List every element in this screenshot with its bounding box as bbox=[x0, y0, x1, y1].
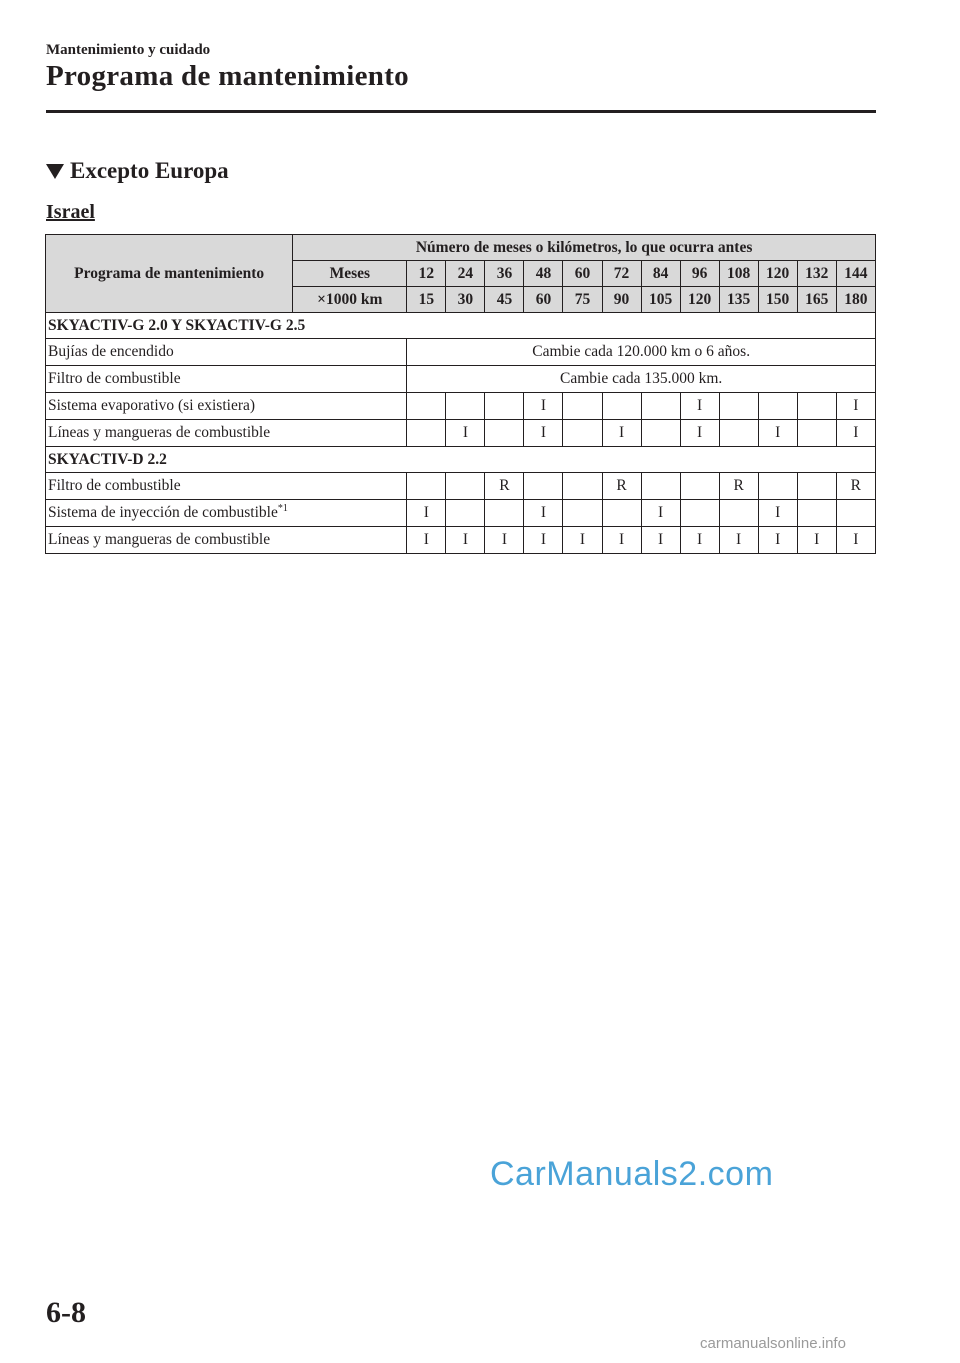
table-header-row bbox=[46, 235, 876, 261]
schedule-cell bbox=[446, 500, 485, 527]
km-cell: 60 bbox=[524, 287, 563, 313]
schedule-cell: I bbox=[641, 527, 680, 554]
km-cell: 150 bbox=[758, 287, 797, 313]
group-title: SKYACTIV-D 2.2 bbox=[46, 447, 876, 473]
group-row bbox=[46, 313, 876, 339]
schedule-cell: I bbox=[836, 527, 875, 554]
km-cell: 165 bbox=[797, 287, 836, 313]
subsection-title: Excepto Europa bbox=[70, 158, 229, 183]
schedule-cell bbox=[407, 420, 446, 447]
table-row bbox=[46, 473, 876, 500]
schedule-cell: R bbox=[836, 473, 875, 500]
schedule-cell: I bbox=[602, 527, 641, 554]
watermark-logo: CarManuals2.com bbox=[490, 1155, 774, 1193]
schedule-cell bbox=[719, 393, 758, 420]
km-cell: 90 bbox=[602, 287, 641, 313]
item-name bbox=[46, 366, 407, 393]
item-label: Bujías de encendido bbox=[48, 343, 174, 360]
schedule-cell bbox=[797, 393, 836, 420]
schedule-cell bbox=[446, 473, 485, 500]
section-label: Mantenimiento y cuidado bbox=[46, 42, 211, 58]
site-stamp: carmanualsonline.info bbox=[700, 1335, 846, 1352]
schedule-cell: I bbox=[446, 420, 485, 447]
schedule-cell bbox=[836, 500, 875, 527]
interval-caption: Número de meses o kilómetros, lo que ocurra antes bbox=[293, 235, 876, 261]
schedule-cell bbox=[602, 500, 641, 527]
schedule-cell bbox=[563, 500, 602, 527]
months-cell: 24 bbox=[446, 261, 485, 287]
schedule-cell: I bbox=[407, 500, 446, 527]
schedule-cell: I bbox=[485, 527, 524, 554]
km-cell: 180 bbox=[836, 287, 875, 313]
item-label: Líneas y mangueras de combustible bbox=[48, 424, 271, 441]
page-title: Programa de mantenimiento bbox=[46, 60, 409, 92]
km-label: ×1000 km bbox=[293, 287, 407, 313]
schedule-cell bbox=[485, 420, 524, 447]
months-cell: 12 bbox=[407, 261, 446, 287]
schedule-cell: I bbox=[602, 420, 641, 447]
schedule-cell bbox=[680, 500, 719, 527]
schedule-cell: I bbox=[797, 527, 836, 554]
schedule-cell: I bbox=[758, 500, 797, 527]
interval-note: Cambie cada 135.000 km. bbox=[407, 366, 876, 393]
schedule-cell bbox=[407, 473, 446, 500]
table-row bbox=[46, 527, 876, 554]
schedule-cell bbox=[641, 473, 680, 500]
group-title: SKYACTIV-G 2.0 Y SKYACTIV-G 2.5 bbox=[46, 313, 876, 339]
months-cell: 132 bbox=[797, 261, 836, 287]
item-name bbox=[46, 500, 407, 527]
km-cell: 75 bbox=[563, 287, 602, 313]
item-name bbox=[46, 473, 407, 500]
schedule-cell: I bbox=[446, 527, 485, 554]
schedule-cell bbox=[407, 393, 446, 420]
triangle-down-icon bbox=[46, 164, 64, 179]
item-label: Filtro de combustible bbox=[48, 370, 181, 387]
km-cell: 120 bbox=[680, 287, 719, 313]
item-name bbox=[46, 393, 407, 420]
maintenance-schedule-table bbox=[45, 234, 876, 554]
corner-label: Programa de mantenimiento bbox=[46, 235, 293, 313]
schedule-cell bbox=[524, 473, 563, 500]
schedule-cell bbox=[563, 420, 602, 447]
item-label: Sistema de inyección de combustible bbox=[48, 504, 278, 522]
months-label: Meses bbox=[293, 261, 407, 287]
footnote-marker: *1 bbox=[277, 503, 288, 515]
months-cell: 84 bbox=[641, 261, 680, 287]
table-row bbox=[46, 420, 876, 447]
schedule-cell bbox=[758, 393, 797, 420]
table-row bbox=[46, 339, 876, 366]
subsection-heading bbox=[46, 158, 229, 184]
table-row bbox=[46, 500, 876, 527]
item-name bbox=[46, 527, 407, 554]
schedule-cell: I bbox=[407, 527, 446, 554]
schedule-cell: I bbox=[719, 527, 758, 554]
schedule-cell: I bbox=[524, 393, 563, 420]
km-cell: 15 bbox=[407, 287, 446, 313]
schedule-cell: I bbox=[680, 420, 719, 447]
schedule-cell bbox=[602, 393, 641, 420]
schedule-cell: I bbox=[524, 500, 563, 527]
page-number: 6-8 bbox=[46, 1296, 86, 1329]
months-cell: 60 bbox=[563, 261, 602, 287]
months-cell: 72 bbox=[602, 261, 641, 287]
schedule-cell bbox=[641, 420, 680, 447]
schedule-cell: R bbox=[602, 473, 641, 500]
schedule-cell bbox=[563, 473, 602, 500]
schedule-cell bbox=[719, 500, 758, 527]
schedule-cell: I bbox=[758, 420, 797, 447]
schedule-cell bbox=[446, 393, 485, 420]
schedule-cell bbox=[797, 500, 836, 527]
item-name bbox=[46, 420, 407, 447]
months-cell: 96 bbox=[680, 261, 719, 287]
schedule-cell bbox=[719, 420, 758, 447]
region-heading: Israel bbox=[46, 201, 95, 223]
schedule-cell: I bbox=[524, 420, 563, 447]
schedule-cell: I bbox=[641, 500, 680, 527]
group-row bbox=[46, 447, 876, 473]
months-cell: 36 bbox=[485, 261, 524, 287]
months-cell: 48 bbox=[524, 261, 563, 287]
schedule-cell bbox=[758, 473, 797, 500]
title-divider bbox=[46, 110, 876, 113]
schedule-cell: I bbox=[836, 420, 875, 447]
schedule-cell bbox=[563, 393, 602, 420]
item-label: Filtro de combustible bbox=[48, 477, 181, 494]
months-cell: 144 bbox=[836, 261, 875, 287]
table-row bbox=[46, 366, 876, 393]
months-cell: 120 bbox=[758, 261, 797, 287]
schedule-cell bbox=[680, 473, 719, 500]
km-cell: 135 bbox=[719, 287, 758, 313]
schedule-cell: I bbox=[680, 527, 719, 554]
schedule-cell: I bbox=[680, 393, 719, 420]
schedule-cell: I bbox=[836, 393, 875, 420]
schedule-cell: I bbox=[563, 527, 602, 554]
schedule-cell bbox=[797, 473, 836, 500]
table-row bbox=[46, 393, 876, 420]
schedule-cell: I bbox=[758, 527, 797, 554]
schedule-cell: R bbox=[719, 473, 758, 500]
schedule-cell bbox=[641, 393, 680, 420]
km-cell: 105 bbox=[641, 287, 680, 313]
months-cell: 108 bbox=[719, 261, 758, 287]
schedule-cell: I bbox=[524, 527, 563, 554]
schedule-cell: R bbox=[485, 473, 524, 500]
km-cell: 30 bbox=[446, 287, 485, 313]
schedule-cell bbox=[797, 420, 836, 447]
km-cell: 45 bbox=[485, 287, 524, 313]
item-label: Sistema evaporativo (si existiera) bbox=[48, 397, 256, 414]
schedule-cell bbox=[485, 500, 524, 527]
interval-note: Cambie cada 120.000 km o 6 años. bbox=[407, 339, 876, 366]
item-label: Líneas y mangueras de combustible bbox=[48, 531, 271, 548]
item-name bbox=[46, 339, 407, 366]
schedule-cell bbox=[485, 393, 524, 420]
